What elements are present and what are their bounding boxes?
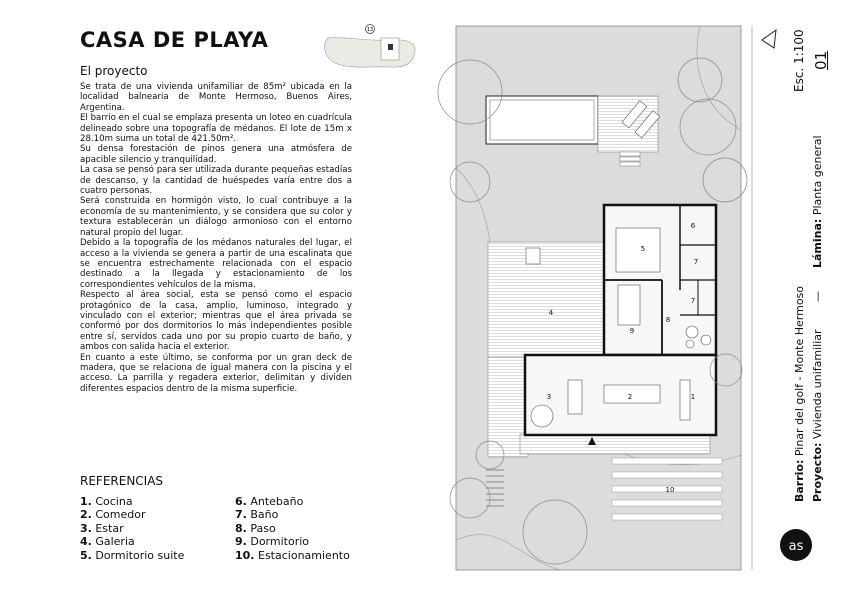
reference-item: 3. Estar [80,521,124,535]
grill [526,248,540,264]
location-minimap [325,25,415,68]
svg-text:10: 10 [665,486,675,494]
reference-item: 2. Comedor [80,508,146,522]
svg-text:7: 7 [690,297,696,305]
svg-text:7: 7 [693,258,699,266]
paragraph: El barrio en el cual se emplaza presenta un loteo en cuadrícula delineado sobre una topografía de médanos. El lote de 15m x 28.10m suma un total de 421.50m². [80,113,352,145]
separator: — [811,291,824,302]
reference-item: 6. Antebaño [235,495,304,508]
svg-text:6: 6 [690,222,696,230]
scale-label: Esc. 1:100 [792,29,806,92]
sheet-number: 01 [812,50,830,70]
svg-text:8: 8 [665,316,671,324]
dormitorio-bed [618,285,640,325]
paragraph: Su densa forestación de pinos genera una atmósfera de apacible silencio y tranquilidad. [80,144,352,165]
logo: as [788,539,804,554]
reference-item: 8. Paso [235,521,276,535]
reference-item: 7. Baño [235,508,279,522]
pool-steps [620,152,640,166]
round-rug [531,405,553,427]
reference-item: 4. Galeria [80,535,135,549]
barrio-info: Barrio: Pinar del golf - Monte Hermoso [793,285,806,502]
svg-text:1: 1 [690,393,696,401]
references-title: REFERENCIAS [80,474,164,488]
paragraph: La casa se pensó para ser utilizada durante pequeñas estadías de descanso, y la cantidad de huéspedes varía entre dos a cuatro personas. [80,165,352,197]
section-subtitle: El proyecto [80,64,148,78]
svg-text:3: 3 [546,393,552,401]
front-deck [520,434,710,454]
proyecto-info: Proyecto: Vivienda unifamiliar [811,329,824,502]
svg-text:5: 5 [640,245,646,253]
galeria-deck [488,242,604,357]
paragraph: Debido a la topografía de los médanos naturales del lugar, el acceso a la vivienda se genera a partir de una escalinata que se encuentra estrechamente relacionada con el espacio destinado a la llegada y estacionamiento de los correspondientes vehículos de la misma. [80,238,352,290]
svg-text:4: 4 [548,309,554,317]
paragraph: Respecto al área social, esta se pensó como el espacio protagónico de la casa, amplio, luminoso, integrado y vinculado con el exterior; mientras que el área privada se conformó por dos dormitorios lo más independientes posible entre sí, servidos cada uno por su propio cuarto de baño, y ambos con salida hacia el exterior. [80,290,352,353]
svg-text:2: 2 [627,393,633,401]
svg-text:9: 9 [629,327,635,335]
reference-item: 9. Dormitorio [235,535,309,549]
reference-item: 1. Cocina [80,495,133,508]
sheet-info: Lámina: Planta general [811,135,824,268]
paragraph: Se trata de una vivienda unifamiliar de 85m² ubicada en la localidad balnearia de Monte Hermoso, Buenos Aires, Argentina. [80,82,352,113]
reference-item: 10. Estacionamiento [235,548,350,562]
paragraph: En cuanto a este último, se conforma por un gran deck de madera, que se relaciona de igual manera con la piscina y el acceso. La parrilla y regadera exterior, delimitan y dividen diferentes espacios dentro de la misma superficie. [80,352,352,394]
reference-item: 5. Dormitorio suite [80,548,185,562]
page-title: CASA DE PLAYA [80,28,269,52]
sofa [568,380,582,414]
svg-text:13: 13 [366,27,374,33]
north-arrow-icon [762,30,776,48]
kitchen-island [680,380,690,420]
paragraph: Será construida en hormigón visto, lo cual contribuye a la economía de su mantenimiento, y se considera que su color y textura establecerán un diálogo armonioso con el entorno natural propio del lugar. [80,196,352,238]
suite-bed [616,228,660,272]
